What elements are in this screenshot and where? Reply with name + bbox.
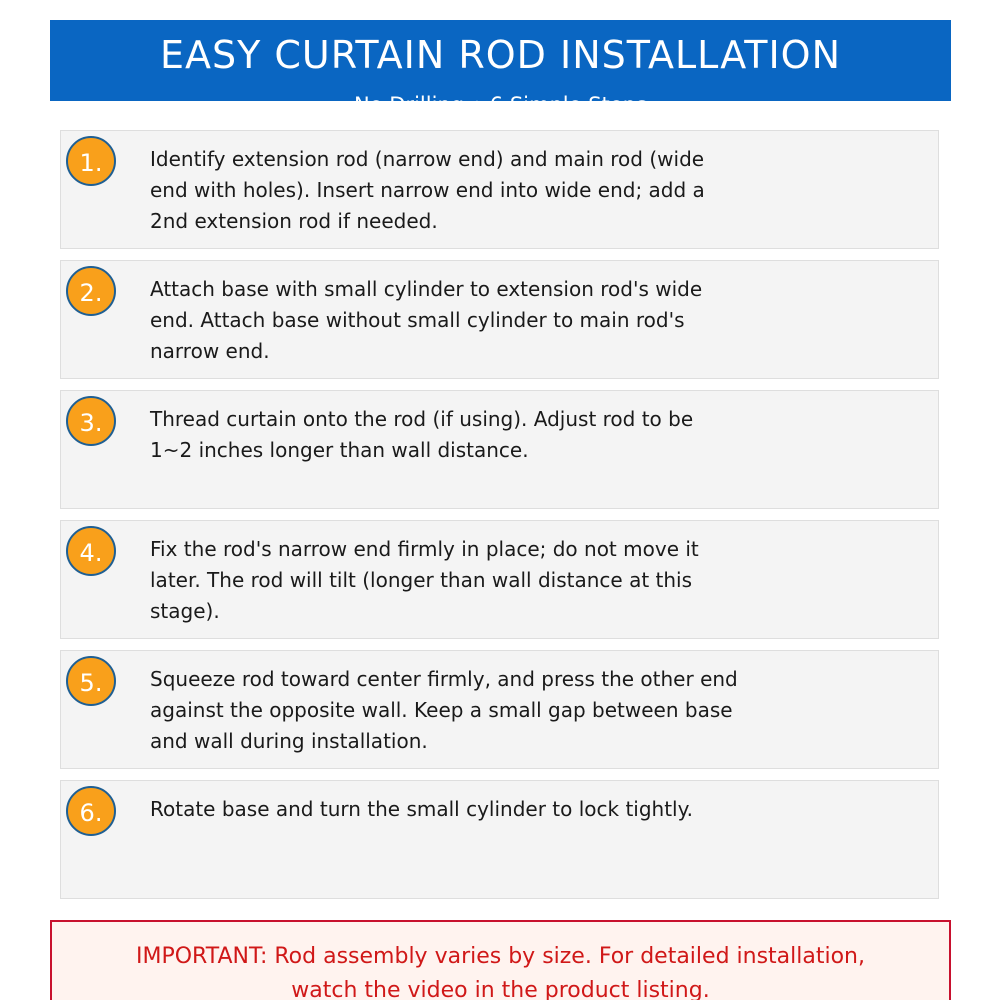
step-number-badge: 5. (66, 656, 116, 706)
step-number-badge: 2. (66, 266, 116, 316)
page-title: EASY CURTAIN ROD INSTALLATION (159, 33, 842, 77)
step-number-badge: 3. (66, 396, 116, 446)
step-number-badge: 4. (66, 526, 116, 576)
step-instruction: Thread curtain onto the rod (if using). Adjust rod to be 1~2 inches longer than wall distance. (150, 407, 694, 462)
important-notice (50, 920, 951, 1000)
step-card-3 (60, 390, 939, 509)
step-instruction: Attach base with small cylinder to extension rod's wide end. Attach base without small cylinder to main rod's narrow end. (150, 277, 703, 363)
step-number-badge: 6. (66, 786, 116, 836)
step-card-5 (60, 650, 939, 769)
step-instruction: Identify extension rod (narrow end) and main rod (wide end with holes). Insert narrow end into wide end; add a 2nd extension rod if needed. (150, 147, 705, 233)
step-instruction: Rotate base and turn the small cylinder to lock tightly. (150, 797, 693, 821)
step-card-6 (60, 780, 939, 899)
title-banner (50, 20, 951, 117)
step-number-badge: 1. (66, 136, 116, 186)
page-subtitle: No Drilling • 6 Simple Steps (354, 93, 647, 117)
step-card-1 (60, 130, 939, 249)
step-card-2 (60, 260, 939, 379)
step-card-4 (60, 520, 939, 639)
important-notice-text: IMPORTANT: Rod assembly varies by size. For detailed installation, watch the video in the product listing. (135, 944, 865, 1000)
step-instruction: Squeeze rod toward center firmly, and press the other end against the opposite wall. Keep a small gap between base and wall during installation. (150, 667, 738, 753)
step-instruction: Fix the rod's narrow end firmly in place; do not move it later. The rod will tilt (longer than wall distance at this stage). (150, 537, 699, 623)
